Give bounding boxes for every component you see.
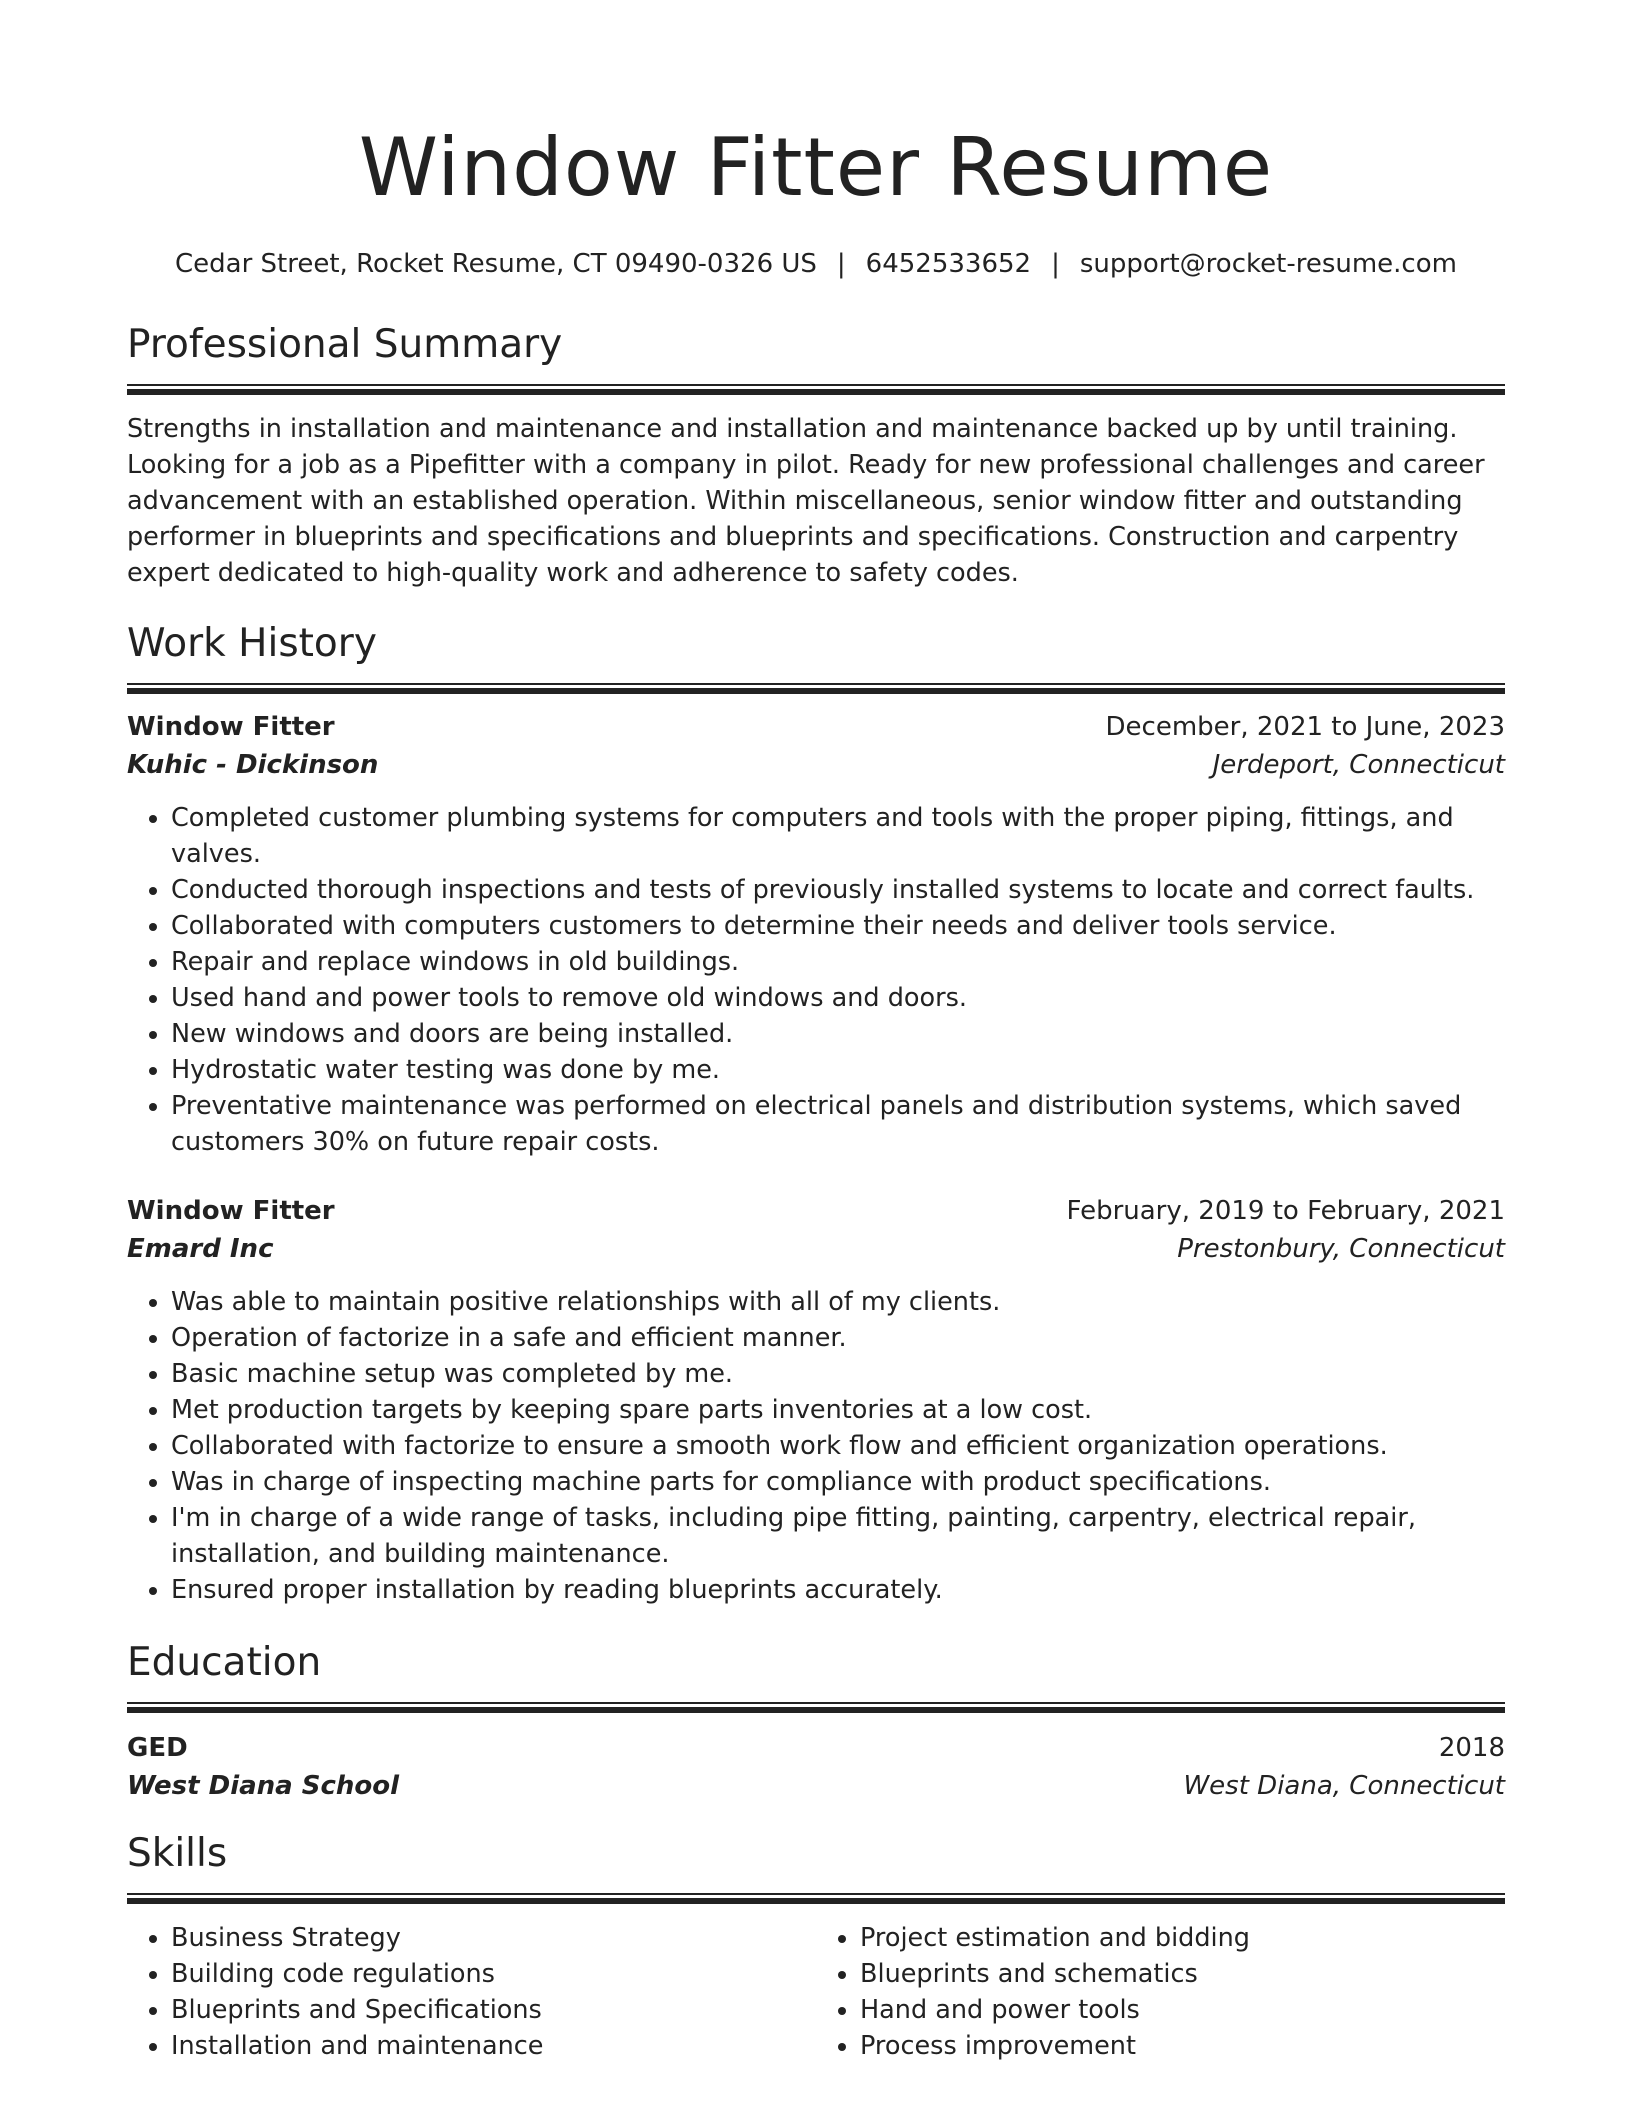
skill-item: • Hand and power tools	[860, 1992, 1505, 2028]
skills-section	[127, 1829, 1505, 2064]
skill-item: • Project estimation and bidding	[860, 1920, 1505, 1956]
skills-list-right	[816, 1920, 1505, 2064]
job-entry	[127, 1192, 1505, 1608]
summary-section	[127, 320, 1505, 591]
list-item: • Operation of factorize in a safe and efficient manner.	[171, 1320, 1505, 1356]
list-item: • Collaborated with factorize to ensure a smooth work flow and efficient organization operations.	[171, 1428, 1505, 1464]
section-heading-summary: Professional Summary	[127, 322, 563, 367]
section-heading-work: Work History	[127, 621, 377, 666]
list-item: • New windows and doors are being installed.	[171, 1016, 1505, 1052]
skill-item: • Process improvement	[860, 2028, 1505, 2064]
list-item: • Repair and replace windows in old buildings.	[171, 944, 1505, 980]
resume-title: Window Fitter Resume	[358, 121, 1274, 214]
list-item: • Hydrostatic water testing was done by me.	[171, 1052, 1505, 1088]
job-title: Window Fitter	[127, 1196, 335, 1226]
skill-item: • Installation and maintenance	[171, 2028, 816, 2064]
job-company: Kuhic - Dickinson	[127, 750, 379, 780]
section-divider	[127, 1702, 1505, 1713]
section-heading-education: Education	[127, 1640, 322, 1685]
job-entry	[127, 708, 1505, 1160]
education-year: 2018	[1438, 1733, 1505, 1763]
skills-columns	[127, 1920, 1505, 2064]
list-item: • I'm in charge of a wide range of tasks, including pipe fitting, painting, carpentry, electrical repair, installation, and building maintenance.	[171, 1500, 1505, 1572]
contact-line	[127, 246, 1505, 282]
summary-text: Strengths in installation and maintenance and installation and maintenance backed up by until training. Looking for a job as a Pipefitter with a company in pilot. Ready for new professional challenges and career advancement with an established operation. Within miscellaneous, senior window fitter and outstanding performer in blueprints and specifications and blueprints and specifications. Construction and carpentry expert dedicated to high-quality work and adherence to safety codes.	[127, 414, 1485, 588]
list-item: • Was able to maintain positive relationships with all of my clients.	[171, 1284, 1505, 1320]
job-location: Jerdeport, Connecticut	[1212, 750, 1505, 780]
list-item: • Collaborated with computers customers to determine their needs and deliver tools service.	[171, 908, 1505, 944]
phone: 6452533652	[865, 249, 1032, 279]
job-dates: December, 2021 to June, 2023	[1105, 712, 1505, 742]
list-item: • Was in charge of inspecting machine parts for compliance with product specifications.	[171, 1464, 1505, 1500]
education-degree: GED	[127, 1733, 188, 1763]
job-location: Prestonbury, Connecticut	[1177, 1234, 1505, 1264]
email: support@rocket-resume.com	[1079, 249, 1457, 279]
job-title: Window Fitter	[127, 712, 335, 742]
education-section	[127, 1638, 1505, 1805]
skill-item: • Blueprints and schematics	[860, 1956, 1505, 1992]
education-school: West Diana School	[127, 1771, 400, 1801]
separator: |	[1051, 249, 1060, 279]
skill-item: • Business Strategy	[171, 1920, 816, 1956]
list-item: • Preventative maintenance was performed on electrical panels and distribution systems, which saved customers 30% on future repair costs.	[171, 1088, 1505, 1160]
section-divider	[127, 683, 1505, 694]
list-item: • Conducted thorough inspections and tests of previously installed systems to locate and correct faults.	[171, 872, 1505, 908]
job-dates: February, 2019 to February, 2021	[1066, 1196, 1505, 1226]
list-item: • Met production targets by keeping spare parts inventories at a low cost.	[171, 1392, 1505, 1428]
list-item: • Ensured proper installation by reading blueprints accurately.	[171, 1572, 1505, 1608]
list-item: • Completed customer plumbing systems for computers and tools with the proper piping, fittings, and valves.	[171, 800, 1505, 872]
job-bullets	[127, 800, 1505, 1160]
section-divider	[127, 1893, 1505, 1904]
list-item: • Basic machine setup was completed by me.	[171, 1356, 1505, 1392]
skill-item: • Building code regulations	[171, 1956, 816, 1992]
education-location: West Diana, Connecticut	[1183, 1771, 1505, 1801]
job-bullets	[127, 1284, 1505, 1608]
separator: |	[836, 249, 846, 279]
address: Cedar Street, Rocket Resume, CT 09490-0326 US	[175, 249, 817, 279]
work-section	[127, 619, 1505, 1608]
skills-list-left	[127, 1920, 816, 2064]
job-company: Emard Inc	[127, 1234, 274, 1264]
list-item: • Used hand and power tools to remove old windows and doors.	[171, 980, 1505, 1016]
section-divider	[127, 384, 1505, 395]
section-heading-skills: Skills	[127, 1831, 228, 1876]
skill-item: • Blueprints and Specifications	[171, 1992, 816, 2028]
